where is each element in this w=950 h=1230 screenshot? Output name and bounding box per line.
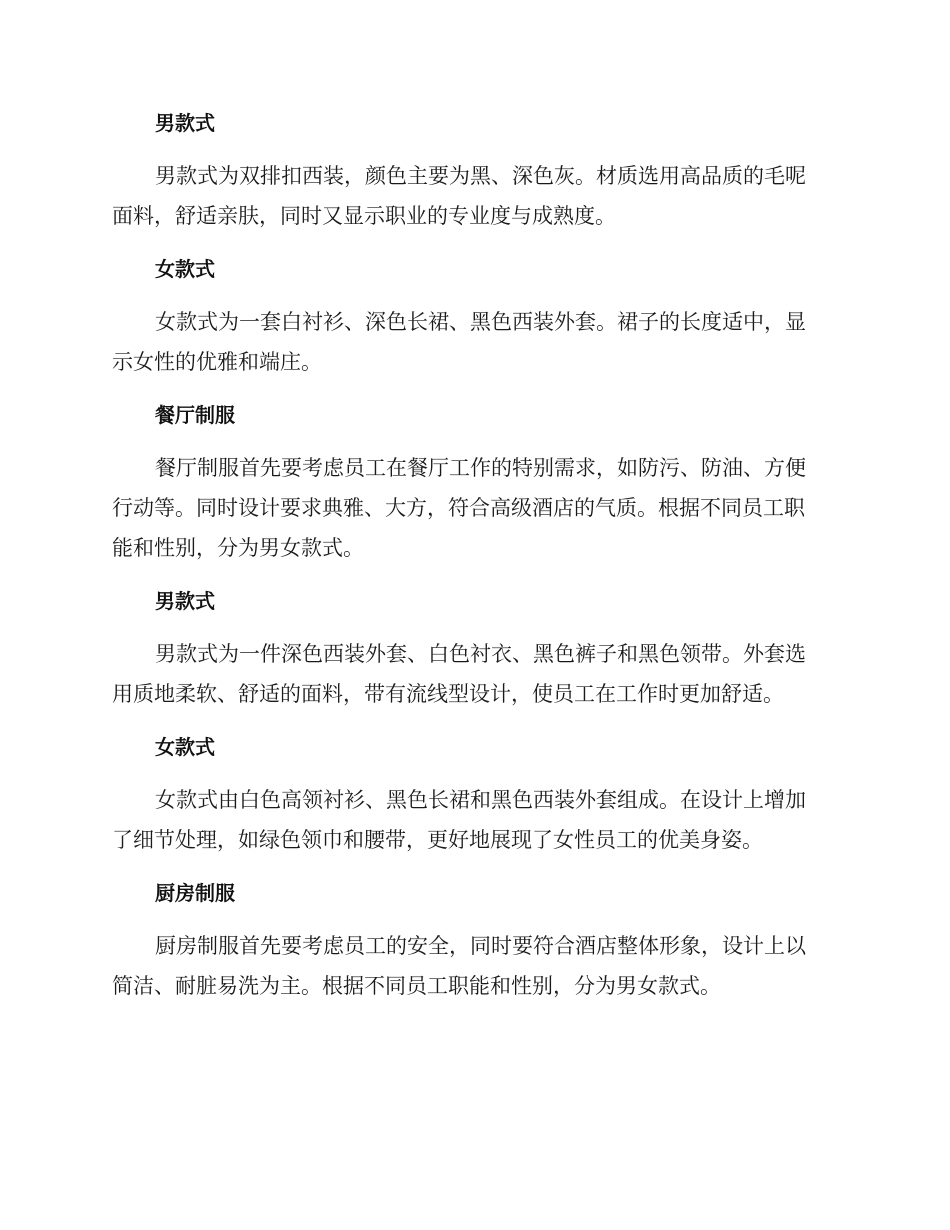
- paragraph-line: 简洁、耐脏易洗为主。根据不同员工职能和性别，分为男女款式。: [112, 974, 721, 998]
- paragraph-line: 用质地柔软、舒适的面料，带有流线型设计，使员工在工作时更加舒适。: [112, 682, 784, 706]
- paragraph-line: 男款式为双排扣西装，颜色主要为黑、深色灰。材质选用高品质的毛呢: [155, 164, 806, 188]
- section-paragraph-womens-style-2: [112, 780, 830, 860]
- section-heading-mens-style-2: 男款式: [155, 589, 215, 613]
- section-paragraph-kitchen-uniform: [112, 926, 830, 1006]
- paragraph-line: 厨房制服首先要考虑员工的安全，同时要符合酒店整体形象，设计上以: [155, 934, 806, 958]
- paragraph-line: 能和性别，分为男女款式。: [112, 536, 364, 560]
- paragraph-line: 男款式为一件深色西装外套、白色衬衣、黑色裤子和黑色领带。外套选: [155, 642, 806, 666]
- paragraph-line: 女款式为一套白衬衫、深色长裙、黑色西装外套。裙子的长度适中，显: [155, 310, 806, 334]
- section-heading-restaurant-uniform: 餐厅制服: [155, 403, 235, 427]
- section-heading-womens-style-2: 女款式: [155, 735, 215, 759]
- paragraph-line: 餐厅制服首先要考虑员工在餐厅工作的特别需求，如防污、防油、方便: [155, 456, 806, 480]
- section-paragraph-restaurant-uniform: [112, 448, 830, 568]
- section-paragraph-mens-style-2: [112, 634, 830, 714]
- section-heading-kitchen-uniform: 厨房制服: [155, 881, 235, 905]
- paragraph-line: 示女性的优雅和端庄。: [112, 350, 322, 374]
- paragraph-line: 了细节处理，如绿色领巾和腰带，更好地展现了女性员工的优美身姿。: [112, 828, 763, 852]
- section-heading-mens-style-1: 男款式: [155, 111, 215, 135]
- paragraph-line: 行动等。同时设计要求典雅、大方，符合高级酒店的气质。根据不同员工职: [112, 496, 805, 520]
- paragraph-line: 面料，舒适亲肤，同时又显示职业的专业度与成熟度。: [112, 204, 616, 228]
- section-paragraph-womens-style-1: [112, 302, 830, 382]
- section-paragraph-mens-style-1: [112, 156, 830, 236]
- paragraph-line: 女款式由白色高领衬衫、黑色长裙和黑色西装外套组成。在设计上增加: [155, 788, 806, 812]
- section-heading-womens-style-1: 女款式: [155, 257, 215, 281]
- document-page: [112, 104, 830, 1020]
